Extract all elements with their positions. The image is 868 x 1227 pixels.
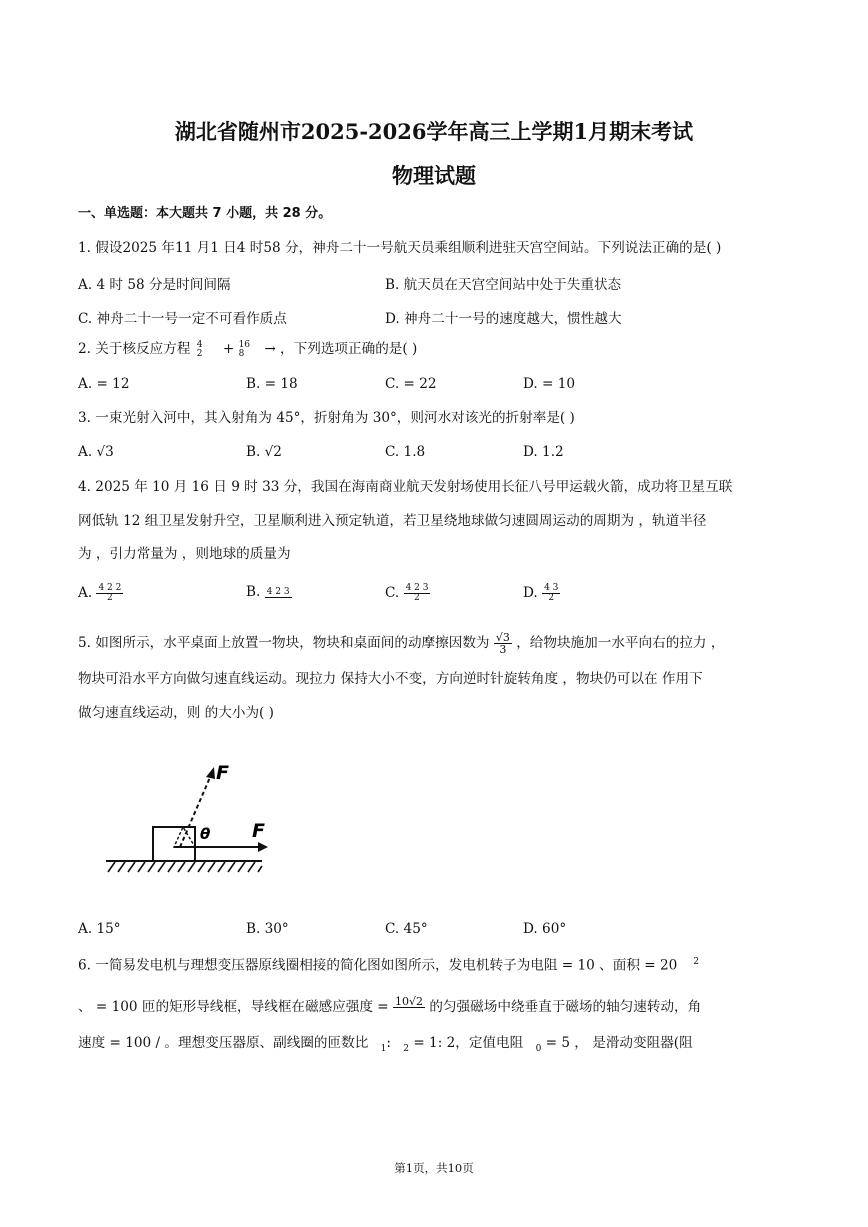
question-3-option-d: D. 1.2: [523, 444, 564, 460]
question-2-option-b: B. = 18: [246, 376, 298, 392]
question-2-option-a: A. = 12: [78, 376, 130, 392]
option-d-fraction: [542, 584, 560, 603]
nuclide-oxygen: [239, 341, 250, 357]
question-1-option-d: D. 神舟二十一号的速度越大，惯性越大: [385, 311, 622, 327]
question-6-line-2: [78, 996, 701, 1019]
question-1-option-b: B. 航天员在天宫空间站中处于失重状态: [385, 277, 622, 293]
question-2-text-b: → ，下列选项正确的是( ): [264, 341, 418, 357]
question-6-text-3a: 速度 = 100 / 。理想变压器原、副线圈的匝数比: [78, 1035, 369, 1051]
question-1-option-c: C. 神舟二十一号一定不可看作质点: [78, 311, 287, 327]
force-diagram: [100, 755, 280, 880]
question-4-option-a: [78, 584, 123, 603]
option-a-fraction: [96, 584, 123, 603]
option-a-numerator: 4 2 2: [98, 583, 122, 593]
option-c-numerator: 4 2 3: [405, 583, 429, 593]
rotated-force-arrowhead: [206, 767, 215, 779]
area-unit-exponent: 2: [693, 957, 699, 967]
resistor-sub-0: 0: [535, 1043, 542, 1054]
question-4-line-1: 4. 2025 年 10 月 16 日 9 时 33 分，我国在海南商业航天发射场使用长征八号甲运载火箭，成功将卫星互联: [78, 479, 733, 495]
ground-hatching: [108, 862, 262, 872]
friction-coefficient-fraction: [494, 632, 512, 655]
question-5-line-3: 做匀速直线运动，则 的大小为( ): [78, 705, 274, 721]
option-b-numerator: 4 2 3: [266, 586, 290, 597]
question-5-text-a: 5. 如图所示，水平桌面上放置一物块，物块和桌面间的动摩擦因数为: [78, 635, 490, 651]
option-c-denominator: 2: [414, 593, 420, 603]
option-b-label: B.: [246, 584, 261, 600]
question-5-line-2: 物块可沿水平方向做匀速直线运动。现拉力 保持大小不变，方向逆时针旋转角度 ，物块仍可以在 作用下: [78, 671, 703, 687]
question-2-option-d: D. = 10: [523, 376, 576, 392]
question-5-option-c: C. 45°: [385, 921, 428, 937]
question-1-stem: 1. 假设2025 年11 月1 日4 时58 分，神舟二十一号航天员乘组顺利进驻天宫空间站。下列说法正确的是( ): [78, 240, 722, 256]
question-2-text-a: 2. 关于核反应方程: [78, 341, 191, 357]
question-6-text-3c: = 5 ， 是滑动变阻器(阻: [545, 1035, 693, 1051]
theta-label: θ: [200, 825, 211, 843]
question-2-stem: [78, 341, 417, 358]
rotated-force-label: F: [216, 762, 229, 784]
exam-subtitle: 物理试题: [392, 163, 476, 188]
magnetic-field-fraction: [393, 996, 425, 1019]
question-4-option-d: [523, 584, 560, 603]
option-c-label: C.: [385, 585, 400, 601]
exam-title: 湖北省随州市2025-2026学年高三上学期1月期末考试: [174, 119, 694, 144]
block: [153, 827, 195, 861]
option-a-label: A.: [78, 585, 93, 601]
turns-sub-2: 2: [403, 1043, 410, 1054]
page-footer: 第1页，共10页: [394, 1161, 474, 1175]
question-3-option-c: C. 1.8: [385, 444, 426, 460]
question-4-line-2: 网低轨 12 组卫星发射升空，卫星顺利进入预定轨道，若卫星绕地球做匀速圆周运动的周期为 ，轨道半径: [78, 513, 707, 529]
question-6-text-1: 6. 一简易发电机与理想变压器原线圈相接的简化图如图所示，发电机转子为电阻 = 10 、面积 = 20: [78, 957, 678, 974]
question-5-text-b: ，给物块施加一水平向右的拉力 ，: [516, 635, 725, 651]
nuclide-helium: [197, 341, 203, 357]
option-b-fraction: [265, 588, 292, 598]
question-6-line-1: [78, 957, 699, 974]
horizontal-force-arrowhead: [258, 842, 268, 852]
question-6-text-2a: 、 = 100 匝的矩形导线框，导线框在磁感应强度 =: [78, 999, 389, 1015]
nuclide-oxygen-charge: 8: [238, 348, 245, 359]
question-2-option-c: C. = 22: [385, 376, 437, 392]
question-3-option-b: B. √2: [246, 444, 282, 460]
question-4-option-b: [246, 584, 292, 600]
question-5-option-a: A. 15°: [78, 921, 121, 937]
nuclide-helium-charge: 2: [196, 348, 203, 359]
option-d-label: D.: [523, 585, 538, 601]
question-6-line-3: [78, 1035, 693, 1055]
question-3-option-a: A. √3: [78, 444, 114, 460]
question-5-option-d: D. 60°: [523, 921, 567, 937]
question-1-option-a: A. 4 时 58 分是时间间隔: [78, 277, 231, 293]
option-d-numerator: 4 3: [544, 583, 559, 593]
mu-denominator: 3: [499, 643, 507, 656]
option-d-denominator: 2: [548, 593, 555, 603]
question-4-option-c: [385, 584, 430, 603]
plus-sign: +: [222, 341, 235, 357]
horizontal-force-label: F: [252, 820, 265, 842]
field-numerator: 10√2: [395, 995, 424, 1008]
question-5-option-b: B. 30°: [246, 921, 289, 937]
question-4-line-3: 为 ，引力常量为 ，则地球的质量为: [78, 546, 291, 562]
nuclide-helium-mass: 4: [196, 340, 203, 351]
option-c-fraction: [404, 584, 431, 603]
section-heading: 一、单选题：本大题共 7 小题，共 28 分。: [78, 206, 332, 221]
mu-numerator: √3: [495, 631, 510, 644]
option-a-denominator: 2: [107, 593, 113, 603]
turns-sub-1: 1: [380, 1043, 387, 1054]
question-5-line-1: [78, 632, 724, 655]
question-6-text-3b: = 1: 2，定值电阻: [413, 1035, 524, 1051]
question-3-stem: 3. 一束光射入河中，其入射角为 45°，折射角为 30°，则河水对该光的折射率是( ): [78, 410, 575, 426]
question-6-text-2b: 的匀强磁场中绕垂直于磁场的轴匀速转动，角: [429, 999, 702, 1015]
field-denominator: [393, 1008, 425, 1019]
nuclide-oxygen-mass: 16: [238, 340, 251, 351]
ratio-colon: :: [386, 1035, 391, 1051]
